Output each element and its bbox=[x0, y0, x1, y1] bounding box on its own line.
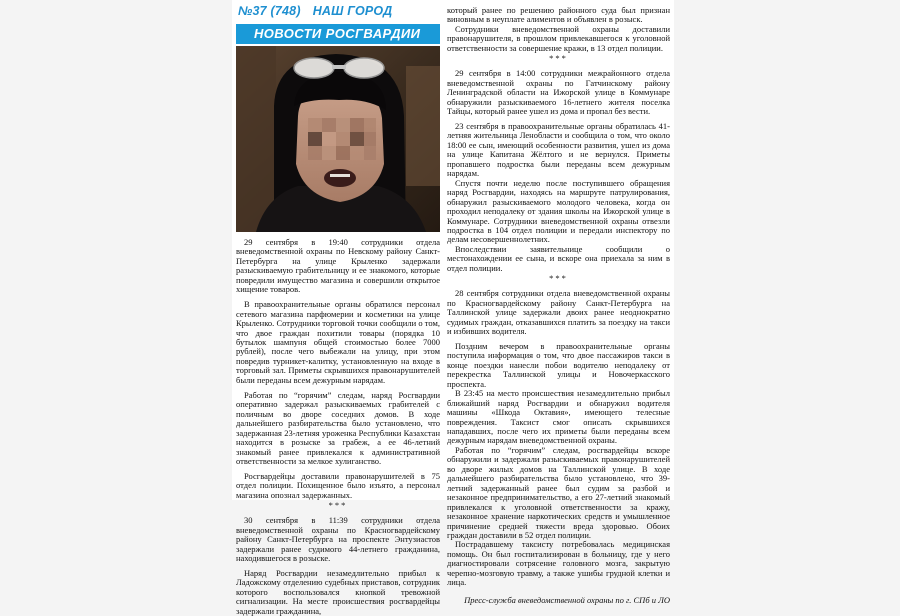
article-paragraph: 30 сентября в 11:39 сотрудники отдела вневедомственной охраны по Красногвардейскому району Санкт-Петербурга на проспекте Энтузиастов задержали ранее судимого 44-летнего гражданина, находившегося в розыске. bbox=[236, 515, 440, 564]
article-paragraph: который ранее по решению районного суда был признан виновным в неуплате алиментов и объявлен в розыск. bbox=[447, 5, 670, 25]
article-paragraph: Спустя почти неделю после поступившего обращения наряд Росгвардии, находясь на маршруте патрулирования, обнаружил разыскиваемого молодого человека, когда он проходил неподалеку от здания школы на Ижорской улице в Коммунаре. Сотрудники вневедомственной охраны отвезли подростка в 104 отдел полиции и передали инспектору по делам несовершеннолетних. bbox=[447, 177, 670, 245]
article-paragraph: Наряд Росгвардии незамедлительно прибыл к Ладожскому отделению судебных приставов, сотрудник которого воспользовался кнопкой тревожной сигнализации. На месте происшествия росгвардейцы задержали гражданина, bbox=[236, 568, 440, 616]
article-separator: *** bbox=[328, 500, 348, 511]
press-service-signature: Пресс-служба вневедомственной охраны по г. СПб и ЛО bbox=[464, 594, 670, 605]
article-paragraph: Сотрудники вневедомственной охраны доставили правонарушителя, в прошлом привлекавшегося к уголовной ответственности за совершение кражи, в 13 отдел полиции. bbox=[447, 23, 670, 53]
article-paragraph: Поздним вечером в правоохранительные органы поступила информация о том, что двое пассажиров такси в конце поездки нанесли побои водителю неподалеку от перекрестка Таллинской улицы и Новочеркасского проспекта. bbox=[447, 340, 670, 389]
issue-number: №37 (748) bbox=[238, 4, 301, 18]
article-paragraph: 28 сентября сотрудники отдела вневедомственной охраны по Красногвардейскому району Санкт-Петербурга на Таллинской улице задержали двоих ранее неоднократно судимых граждан, отказавшихся платить за поездку на такси и избивших водителя. bbox=[447, 288, 670, 336]
issue-header bbox=[238, 4, 392, 18]
article-paragraph: В правоохранительные органы обратился персонал сетевого магазина парфюмерии и косметики на улице Крыленко. Сотрудники торговой точки сообщили о том, что двое граждан похитили товары (порядка 10 бутылок шампуня общей стоимостью более 7000 рублей), после чего выбежали на улицу, при этом повредив турникет-калитку, установленную на входе в торговый зал. Приметы скрывшихся правонарушителей были переданы всем дежурным нарядам. bbox=[236, 299, 440, 385]
newspaper-name: НАШ ГОРОД bbox=[312, 4, 393, 18]
pixelated-face bbox=[308, 118, 376, 160]
article-paragraph: В 23:45 на место происшествия незамедлительно прибыл ближайший наряд Росгвардии и обнаружил водителя машины «Шкода Октавия», имеющего телесные повреждения. Таксист смог описать скрывшихся нападавших, после чего их приметы были переданы всем дежурным нарядам вневедомственной охраны. bbox=[447, 388, 670, 446]
left-article-column bbox=[236, 238, 440, 616]
right-article-column bbox=[447, 6, 670, 605]
article-paragraph: 29 сентября в 14:00 сотрудники межрайонного отдела вневедомственной охраны по Гатчинскому району Ленинградской области на Ижорской улице в Коммунаре обнаружили разыскиваемого 16-летнего жителя поселка Тайцы, который ранее ушел из дома и пропал без вести. bbox=[447, 68, 670, 117]
article-separator: *** bbox=[549, 53, 568, 64]
section-title-banner: НОВОСТИ РОСГВАРДИИ bbox=[236, 24, 440, 44]
article-paragraph: Работая по “горячим” следам, наряд Росгвардии оперативно задержал разыскиваемых грабителей с поличным во дворе соседних домов. В ходе дальнейшего разбирательства было установлено, что задержанная 23-летняя уроженка Республики Казахстан находится в розыске за грабеж, а ее 46-летний знакомый ранее привлекался к административной ответственности за мелкое хулиганство. bbox=[236, 389, 440, 466]
article-separator: *** bbox=[549, 273, 568, 284]
article-paragraph: 29 сентября в 19:40 сотрудники отдела вневедомственной охраны по Невскому району Санкт-Петербурга на улице Крыленко задержали разыскиваемую грабительницу и ее знакомого, которые повредили имущество магазина и совершили открытое хищение товаров. bbox=[236, 237, 440, 295]
article-paragraph: 23 сентября в правоохранительные органы обратилась 41-летняя жительница Ленобласти и сообщила о том, что около 18:00 ее сын, имеющий особенности развития, ушел из дома на улице Капитана Жёлтого и не вернулся. Приметы пропавшего подростка были переданы всем дежурным нарядам. bbox=[447, 120, 670, 179]
article-paragraph: Работая по “горячим” следам, росгвардейцы вскоре обнаружили и задержали разыскиваемых правонарушителей во дворе жилых домов на Таллинской улице. В ходе дальнейшего разбирательства было установлено, что 39-летний задержанный ранее был судим за разбой и незаконное предпринимательство, а его 27-летний знакомый привлекался к уголовной ответственности за кражу, незаконное хранение наркотических средств и умышленное причинение средней тяжести вреда здоровью. Обоих граждан доставили в 52 отдел полиции. bbox=[447, 444, 670, 541]
article-paragraph: Пострадавшему таксисту потребовалась медицинская помощь. Он был госпитализирован в больницу, где у него диагностировали сотрясение головного мозга, закрытую черепно-мозговую травму, а также ушибы грудной клетки и лица. bbox=[447, 539, 670, 588]
article-paragraph: Росгвардейцы доставили правонарушителей в 75 отдел полиции. Похищенное было изъято, а персонал магазина опознал задержанных. bbox=[236, 470, 440, 500]
article-paragraph: Впоследствии заявительнице сообщили о местонахождении ее сына, и вскоре она приехала за ним в отдел полиции. bbox=[447, 243, 670, 273]
photo-woman-pixelated-face-icon bbox=[236, 46, 440, 232]
news-photo bbox=[236, 46, 440, 232]
